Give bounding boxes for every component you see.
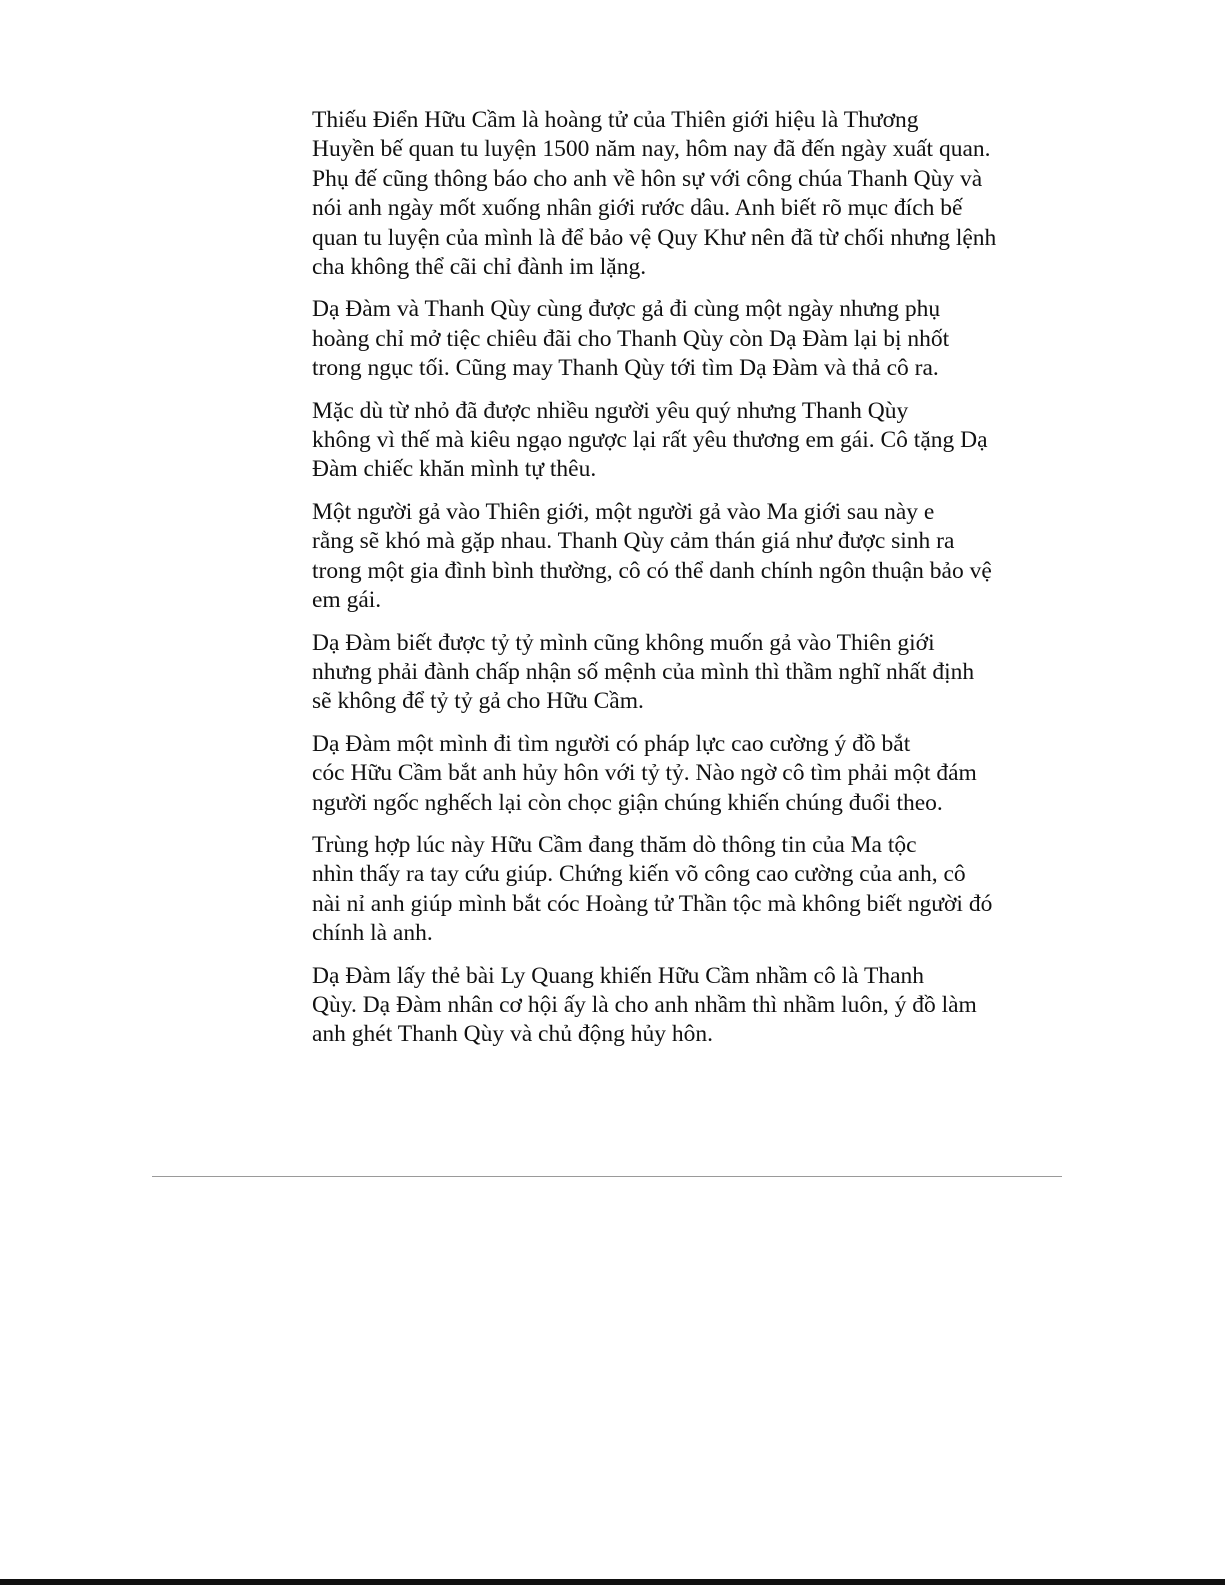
text-line: Dạ Đàm một mình đi tìm người có pháp lực cao cường ý đồ bắt [312,730,911,757]
text-line: Dạ Đàm lấy thẻ bài Ly Quang khiến Hữu Cầm nhầm cô là Thanh [312,962,925,989]
text-line: trong một gia đình bình thường, cô có thể danh chính ngôn thuận bảo vệ [312,557,992,584]
paragraph-1 [258,106,997,282]
text-line: em gái. [312,587,382,614]
bottom-edge-bar [0,1579,1225,1585]
paragraph-5 [258,629,975,717]
text-line: Huyền bế quan tu luyện 1500 năm nay, hôm nay đã đến ngày xuất quan. [312,136,991,163]
text-line: nhưng phải đành chấp nhận số mệnh của mình thì thầm nghĩ nhất định [312,658,975,685]
paragraph-2 [258,295,958,383]
text-line: hoàng chỉ mở tiệc chiêu đãi cho Thanh Qùy còn Dạ Đàm lại bị nhốt [312,325,950,352]
text-line: Qùy. Dạ Đàm nhân cơ hội ấy là cho anh nhầm thì nhầm luôn, ý đồ làm [312,991,977,1018]
text-line: sẽ không để tỷ tỷ gả cho Hữu Cầm. [312,688,644,715]
paragraph-7 [258,831,993,949]
paragraph-6 [258,730,977,818]
text-line: Một người gả vào Thiên giới, một người gả vào Ma giới sau này e [312,498,935,525]
text-line: rằng sẽ khó mà gặp nhau. Thanh Qùy cảm thán giá như được sinh ra [312,528,955,555]
text-line: Mặc dù từ nhỏ đã được nhiều người yêu quý nhưng Thanh Qùy [312,397,909,424]
paragraph-8 [258,962,977,1050]
text-line: quan tu luyện của mình là để bảo vệ Quy Khư nên đã từ chối nhưng lệnh [312,224,997,251]
text-line: chính là anh. [312,920,433,947]
text-line: Đàm chiếc khăn mình tự thêu. [312,456,597,483]
paragraph-3 [258,397,988,485]
text-line: trong ngục tối. Cũng may Thanh Qùy tới tìm Dạ Đàm và thả cô ra. [312,355,939,382]
text-line: Dạ Đàm biết được tỷ tỷ mình cũng không muốn gả vào Thiên giới [312,629,935,656]
text-line: Thiếu Điển Hữu Cầm là hoàng tử của Thiên giới hiệu là Thương [312,107,919,133]
text-line: người ngốc nghếch lại còn chọc giận chúng khiến chúng đuổi theo. [312,789,943,816]
text-line: Trùng hợp lúc này Hữu Cầm đang thăm dò thông tin của Ma tộc [312,831,917,858]
page-divider [152,1176,1062,1177]
text-line: Dạ Đàm và Thanh Qùy cùng được gả đi cùng một ngày nhưng phụ [312,296,941,323]
text-line: nhìn thấy ra tay cứu giúp. Chứng kiến võ công cao cường của anh, cô [312,861,966,888]
text-line: nài nỉ anh giúp mình bắt cóc Hoàng tử Thần tộc mà không biết người đó [312,890,993,917]
text-line: Phụ đế cũng thông báo cho anh về hôn sự với công chúa Thanh Qùy và [312,165,983,192]
document-body [258,106,997,1063]
text-line: cha không thể cãi chỉ đành im lặng. [312,254,647,281]
text-line: anh ghét Thanh Qùy và chủ động hủy hôn. [312,1021,713,1048]
text-line: không vì thế mà kiêu ngạo ngược lại rất yêu thương em gái. Cô tặng Dạ [312,427,988,454]
text-line: nói anh ngày mốt xuống nhân giới rước dâu. Anh biết rõ mục đích bế [312,195,963,222]
paragraph-4 [258,498,992,616]
text-line: cóc Hữu Cầm bắt anh hủy hôn với tỷ tỷ. Nào ngờ cô tìm phải một đám [312,760,977,787]
